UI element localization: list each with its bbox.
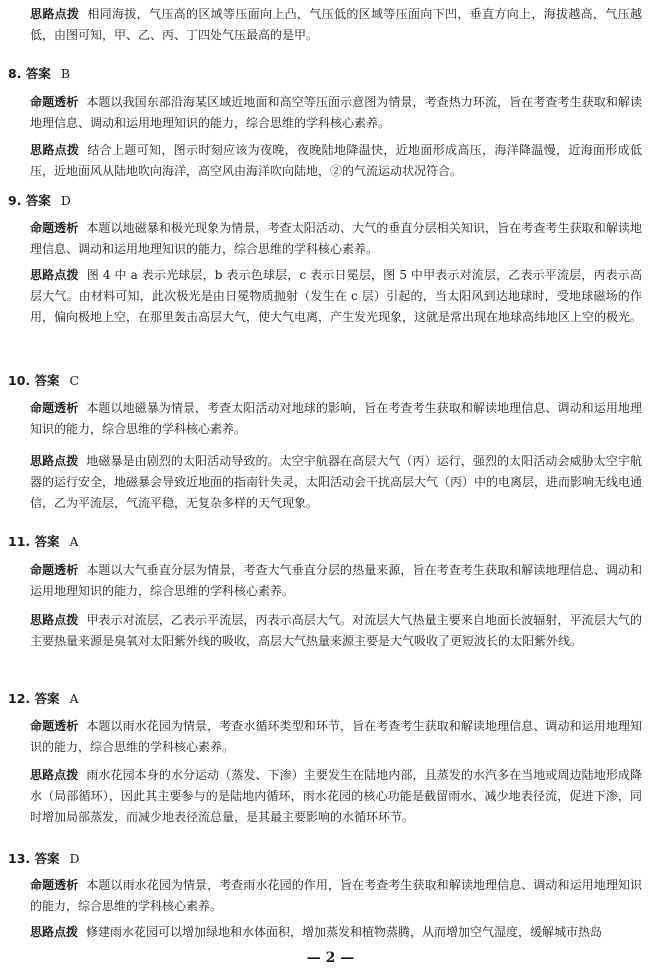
paragraph-label: 思路点拨	[30, 768, 79, 782]
paragraph-hint-12	[30, 765, 642, 828]
paragraph-text: 本题以地磁暴为情景，考查太阳活动对地球的影响，旨在考查考生获取和解读地理信息、调动和运用地理知识的能力，综合思维的学科核心素养。	[30, 401, 642, 436]
paragraph-hint-11	[30, 610, 642, 652]
answer-letter: B	[60, 66, 70, 81]
paragraph-analysis-9	[30, 218, 642, 260]
paragraph-label: 思路点拨	[30, 613, 79, 627]
paragraph-analysis-11	[30, 560, 642, 602]
answer-label: 9. 答案	[8, 193, 51, 208]
answer-letter: D	[69, 851, 80, 866]
paragraph-label: 命题透析	[30, 563, 79, 577]
answer-letter: C	[69, 373, 80, 388]
answer-label: 12. 答案	[8, 691, 60, 706]
answer-9	[8, 192, 71, 210]
paragraph-label: 思路点拨	[30, 143, 80, 157]
paragraph-analysis-10	[30, 398, 642, 440]
paragraph-label: 命题透析	[30, 221, 79, 235]
paragraph-text: 修建雨水花园可以增加绿地和水体面积，增加蒸发和植物蒸腾，从而增加空气湿度，缓解城市热岛	[86, 925, 603, 939]
answer-11	[8, 533, 79, 551]
paragraph-analysis-8	[30, 92, 642, 134]
paragraph-label: 思路点拨	[30, 7, 80, 21]
paragraph-hint-10	[30, 451, 642, 514]
paragraph-label: 命题透析	[30, 878, 79, 892]
paragraph-label: 思路点拨	[30, 925, 79, 939]
paragraph-text: 本题以雨水花园为情景，考查水循环类型和环节，旨在考查考生获取和解读地理信息、调动和运用地理知识的能力，综合思维的学科核心素养。	[30, 719, 642, 754]
answer-letter: A	[69, 691, 79, 706]
answer-8	[8, 65, 70, 83]
answer-letter: D	[60, 193, 71, 208]
paragraph-hint-13	[30, 922, 642, 943]
answer-label: 10. 答案	[8, 373, 60, 388]
answer-10	[8, 372, 79, 390]
paragraph-label: 思路点拨	[30, 454, 79, 468]
paragraph-text: 本题以我国东部沿海某区域近地面和高空等压面示意图为情景，考查热力环流，旨在考查考生获取和解读地理信息、调动和运用地理知识的能力，综合思维的学科核心素养。	[30, 95, 642, 130]
answer-label: 8. 答案	[8, 66, 51, 81]
answer-12	[8, 690, 79, 708]
paragraph-label: 命题透析	[30, 401, 79, 415]
paragraph-label: 命题透析	[30, 95, 79, 109]
paragraph-text: 相同海拔，气压高的区域等压面向上凸，气压低的区域等压面向下凹，垂直方向上，海拔越高，气压越低，由图可知，甲、乙、丙、丁四处气压最高的是甲。	[30, 7, 642, 42]
answer-label: 13. 答案	[8, 851, 60, 866]
answer-13	[8, 850, 80, 868]
paragraph-analysis-12	[30, 716, 642, 758]
paragraph-hint-8	[30, 140, 642, 182]
paragraph-text: 图 4 中 a 表示光球层，b 表示色球层，c 表示日冕层，图 5 中甲表示对流层，乙表示平流层，丙表示高层大气。由材料可知，此次极光是由日冕物质抛射（发生在 c 层）引起的，当太阳风到达地球时，受地球磁场的作用，偏向极地上空，在那里轰击高层大气，使大气电离，产生发光现象，这就是常出现在地球高纬地区上空的极光。	[30, 268, 643, 324]
answer-letter: A	[69, 534, 79, 549]
paragraph-hint-9	[30, 265, 642, 328]
paragraph-text: 本题以大气垂直分层为情景，考查大气垂直分层的热量来源，旨在考查考生获取和解读地理信息、调动和运用地理知识的能力，综合思维的学科核心素养。	[30, 563, 642, 598]
answer-label: 11. 答案	[8, 534, 60, 549]
paragraph-text: 地磁暴是由剧烈的太阳活动导致的。太空宇航器在高层大气（丙）运行，强烈的太阳活动会威胁太空宇航器的运行安全，地磁暴会导致近地面的指南针失灵，太阳活动会干扰高层大气（丙）中的电离层，进而影响无线电通信，乙为平流层，气流平稳，无复杂多样的天气现象。	[30, 454, 643, 510]
paragraph-text: 结合上题可知，图示时刻应该为夜晚，夜晚陆地降温快，近地面形成高压，海洋降温慢，近海面形成低压，近地面风从陆地吹向海洋，高空风由海洋吹向陆地，②的气流运动状况符合。	[30, 143, 642, 178]
paragraph-analysis-13	[30, 875, 642, 917]
page-number: — 2 —	[306, 950, 355, 966]
paragraph-text: 甲表示对流层，乙表示平流层，丙表示高层大气。对流层大气热量主要来自地面长波辐射，平流层大气的主要热量来源是臭氧对太阳紫外线的吸收，高层大气热量来源主要是大气吸收了更短波长的太阳紫外线。	[30, 613, 642, 648]
paragraph-text: 雨水花园本身的水分运动（蒸发、下渗）主要发生在陆地内部，且蒸发的水汽多在当地或周边陆地形成降水（局部循环），因此其主要参与的是陆地内循环，雨水花园的核心功能是截留雨水、减少地表径流，促进下渗，同时增加局部蒸发，而减少地表径流总量，是其最主要影响的水循环环节。	[30, 768, 642, 824]
paragraph-text: 本题以雨水花园为情景，考查雨水花园的作用，旨在考查考生获取和解读地理信息、调动和运用地理知识的能力，综合思维的学科核心素养。	[30, 878, 642, 913]
paragraph-text: 本题以地磁暴和极光现象为情景，考查太阳活动、大气的垂直分层相关知识，旨在考查考生获取和解读地理信息、调动和运用地理知识的能力，综合思维的学科核心素养。	[30, 221, 642, 256]
paragraph-label: 命题透析	[30, 719, 79, 733]
paragraph-label: 思路点拨	[30, 268, 79, 282]
paragraph-hint-7	[30, 4, 642, 46]
